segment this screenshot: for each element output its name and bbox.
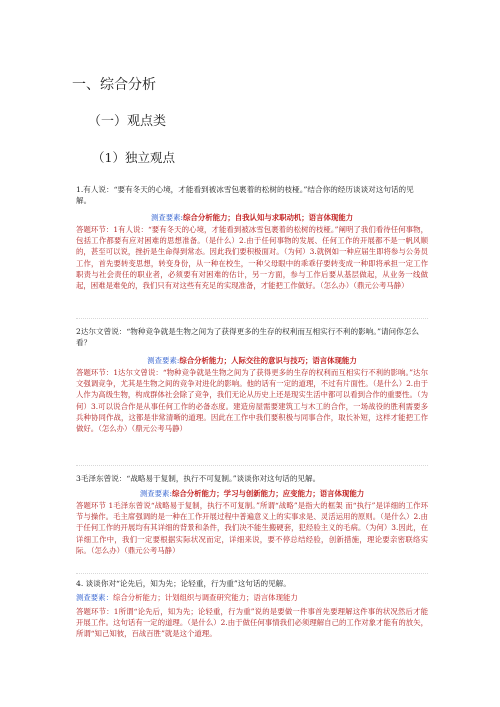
requirement-1	[76, 212, 428, 223]
heading-level-3: （1）独立观点	[92, 150, 175, 165]
heading-level-2: （一）观点类	[88, 114, 167, 129]
answer-1: 答题环节：1有人说：“要有冬天的心境，才能看到被冰雪包裹着的松树的枝桠。”阐明了我们看待任何事物，包括工作都要有应对困难的思想准备。（是什么）2.由于任何事物的发展、任何工作的开展都不是一帆风顺的，甚至可以说，挫折是生命得到常态。因此我们要积极面对。（为何）3.就例如一种应届生即将参与公务员工作，首先要转变思想，转变身份，从一种在校生，一种父母眼中的乖乖仔要转变成一种即将承担一定工作职责与社会责任的职业者，必须要有对困难的估计，另一方面，参与工作后要从基层做起，从业务一线做起，困难是难免的，我们只有对这些有充足的实现准备，才能把工作做好。（怎么办）（鼎元公考马静）	[76, 225, 428, 291]
separator	[76, 318, 428, 319]
question-3: 3毛泽东曾说：“战略易于复制，执行不可复制。”谈谈你对这句话的见解。	[76, 474, 321, 483]
question-4: 4. 谈谈你对“论先后，知为先；论轻重，行为重”这句话的见解。	[76, 579, 291, 588]
requirement-value: 综合分析能力；自我认知与求职动机；语言体现能力	[183, 213, 354, 222]
requirement-key: 测查要素:	[139, 489, 172, 498]
separator	[76, 573, 428, 574]
requirement-value: 综合分析能力；计划组织与调查研究能力；语言体现能力	[112, 593, 298, 602]
separator	[76, 465, 428, 466]
requirement-value: 综合分析能力；学习与创新能力；应变能力；语言体现能力	[171, 489, 365, 498]
heading-level-1: 一、综合分析	[72, 77, 156, 93]
requirement-key: 测查要素:	[147, 356, 180, 365]
requirement-3	[76, 488, 428, 499]
question-1: 1.有人说：“要有冬天的心境，才能看到被冰雪包裹着的松树的枝桠。”结合你的经历谈谈对这句话的见解。	[76, 185, 414, 205]
answer-4: 答题环节：1所谓“论先后，知为先；论轻重，行为重”说的是要做一件事首先要理解这件事的状况然后才能开展工作。这句话有一定的道理。（是什么）2.由于做任何事情我们必须理解自己的工作对象才能有的放矢，所谓“知己知彼，百战百胜”就是这个道理。	[76, 607, 428, 639]
requirement-key: 测查要素：	[76, 593, 113, 602]
requirement-key: 测查要素:	[150, 213, 184, 222]
answer-2: 答题环节：1达尔文曾说：“物种竞争就是生物之间为了获得更多的生存的权利而互相实行不利的影响。”达尔文强调竞争，尤其是生物之间的竞争对进化的影响。他的话有一定的道理，不过有片面性。（是什么）2.由于人作为高级生物，构成群体社会除了竞争，我们无论从历史上还是现实生活中都可以看到合作的重要性。（为何）3.可以说合作是从事任何工作的必备态度。建造房屋需要建筑工与木工的合作，一场战役的胜利需要多兵种协同作战，这都是非常清晰的道理。因此在工作中我们要积极与同事合作，取长补短，这样才能把工作做好。（怎么办）（鼎元公考马静）	[76, 368, 428, 434]
answer-3: 答题环节 1毛泽东曾说“战略易于复制，执行不可复制。”所谓“战略”是指大的框架 而“执行”是详细的工作环节与操作。毛主席强调的是一种在工作开展过程中普遍意义上的实事求是、灵活运用的原则。（是什么）2.由于任何工作的开展均有其详细的背景和条件，我们决不能生搬硬套，犯经验主义的毛病。（为何）3.因此，在详细工作中，我们一定要根据实际状况而定，详细来说，要不停总结经验，创新措施，理论要亲密联络实际。（怎么办）（鼎元公考马静）	[76, 501, 428, 555]
question-2: 2达尔文曾说：“物种竞争就是生物之间为了获得更多的生存的权利而互相实行不利的影响。”请问你怎么看？	[76, 327, 419, 347]
requirement-2	[76, 355, 428, 366]
requirement-value: 综合分析能力；人际交往的意识与技巧；语言体现能力	[179, 356, 357, 365]
requirement-4	[76, 592, 428, 603]
